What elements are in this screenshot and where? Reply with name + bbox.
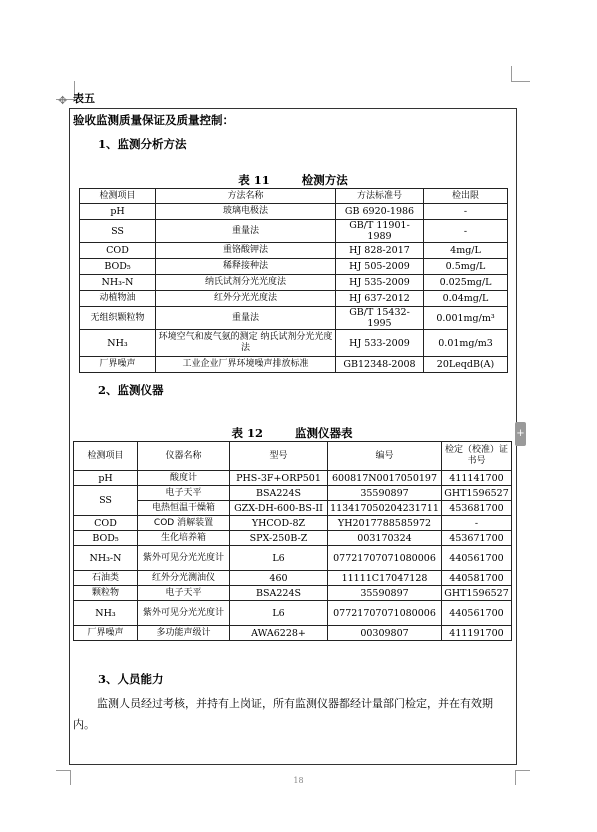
table11-cell: 厂界噪声 <box>80 357 156 373</box>
table11-cell: 重铬酸钾法 <box>156 243 336 259</box>
table11-cell: NH₃ <box>80 330 156 357</box>
table12-cell: 电子天平 <box>138 486 230 501</box>
table12-cell: 颗粒物 <box>74 586 138 601</box>
table11-header-row <box>80 189 508 204</box>
table12-cell: GHT1596527 <box>442 586 512 601</box>
table11-cell: 稀释接种法 <box>156 259 336 275</box>
table11-cell: HJ 535-2009 <box>336 275 424 291</box>
expand-handle-icon[interactable]: + <box>515 422 526 446</box>
table11-cell: 0.025mg/L <box>424 275 508 291</box>
table12-cell: 411191700 <box>442 626 512 641</box>
table11-cell: 20LeqdB(A) <box>424 357 508 373</box>
table11-cell: 0.5mg/L <box>424 259 508 275</box>
table12-row <box>74 471 512 486</box>
table12-header-cell: 编号 <box>328 442 442 471</box>
table11-row <box>80 275 508 291</box>
table11-row <box>80 220 508 243</box>
table11-cell: BOD₅ <box>80 259 156 275</box>
table12-cell: 石油类 <box>74 571 138 586</box>
table12-cell: GHT1596527 <box>442 486 512 501</box>
table11-cell: HJ 828-2017 <box>336 243 424 259</box>
table11-cell: pH <box>80 204 156 220</box>
table12-cell: 生化培养箱 <box>138 531 230 546</box>
table12-cell: 440561700 <box>442 546 512 571</box>
table12-cell: 电热恒温干燥箱 <box>138 501 230 516</box>
table12-cell: BSA224S <box>230 486 328 501</box>
table11-row <box>80 307 508 330</box>
table12-cell: 电子天平 <box>138 586 230 601</box>
table12-caption <box>73 425 511 441</box>
table11-cell: HJ 533-2009 <box>336 330 424 357</box>
table12-cell: L6 <box>230 546 328 571</box>
table11-row <box>80 243 508 259</box>
table12-cell: 酸度计 <box>138 471 230 486</box>
table11-cell: 0.001mg/m³ <box>424 307 508 330</box>
crop-mark-top-right <box>511 66 530 82</box>
table12-cell: SPX-250B-Z <box>230 531 328 546</box>
main-heading: 验收监测质量保证及质量控制： <box>73 113 234 127</box>
table11-cell: 重量法 <box>156 307 336 330</box>
table11-cell: - <box>424 204 508 220</box>
table12-cell: 红外分光测油仪 <box>138 571 230 586</box>
table12-cell: 113417050204231711 <box>328 501 442 516</box>
table12-header-cell: 仪器名称 <box>138 442 230 471</box>
table12-header-cell: 型号 <box>230 442 328 471</box>
table11-caption <box>79 172 507 188</box>
table11-caption-no: 表 11 <box>238 173 270 187</box>
table12-cell: NH₃-N <box>74 546 138 571</box>
table11-row <box>80 330 508 357</box>
table11-detection-methods <box>79 188 508 373</box>
table12-cell: 11111C17047128 <box>328 571 442 586</box>
table11-cell: SS <box>80 220 156 243</box>
table12-row <box>74 531 512 546</box>
table11-cell: GB/T 11901-1989 <box>336 220 424 243</box>
table11-cell: 工业企业厂界环境噪声排放标准 <box>156 357 336 373</box>
page-number: 18 <box>293 776 304 785</box>
table-number-label: 表五 <box>73 92 95 105</box>
table11-header-cell: 检出限 <box>424 189 508 204</box>
table12-header-cell: 检测项目 <box>74 442 138 471</box>
table11-cell: 红外分光光度法 <box>156 291 336 307</box>
table11-cell: GB12348-2008 <box>336 357 424 373</box>
table12-cell: AWA6228+ <box>230 626 328 641</box>
table12-cell: 35590897 <box>328 586 442 601</box>
table12-cell: 07721707071080006 <box>328 546 442 571</box>
table12-cell: GZX-DH-600-BS-II <box>230 501 328 516</box>
table11-cell: 0.04mg/L <box>424 291 508 307</box>
section-1-heading: 1、监测分析方法 <box>98 137 187 151</box>
table11-cell: NH₃-N <box>80 275 156 291</box>
table12-cell: PHS-3F+ORP501 <box>230 471 328 486</box>
table12-header-row <box>74 442 512 471</box>
personnel-paragraph: 监测人员经过考核，并持有上岗证，所有监测仪器都经计量部门检定，并在有效期内。 <box>73 697 493 731</box>
table11-cell: 无组织颗粒物 <box>80 307 156 330</box>
table12-monitoring-instruments <box>73 441 512 641</box>
table12-cell: COD 消解装置 <box>138 516 230 531</box>
table12-header-cell: 检定（校准）证书号 <box>442 442 512 471</box>
table12-cell: SS <box>74 486 138 516</box>
table12-row <box>74 601 512 626</box>
table12-cell: 453671700 <box>442 531 512 546</box>
table12-caption-title: 监测仪器表 <box>295 426 353 440</box>
table12-cell: - <box>442 516 512 531</box>
table12-row <box>74 571 512 586</box>
table12-cell: 453681700 <box>442 501 512 516</box>
section-3-heading: 3、人员能力 <box>98 672 164 686</box>
table12-cell: 440581700 <box>442 571 512 586</box>
table11-cell: COD <box>80 243 156 259</box>
table12-cell: 460 <box>230 571 328 586</box>
table11-cell: - <box>424 220 508 243</box>
table11-row <box>80 291 508 307</box>
table12-cell: BSA224S <box>230 586 328 601</box>
table11-caption-title: 检测方法 <box>301 173 348 187</box>
table-move-handle-icon[interactable]: ✥ <box>58 94 68 107</box>
table11-cell: GB/T 15432-1995 <box>336 307 424 330</box>
table11-cell: HJ 637-2012 <box>336 291 424 307</box>
table12-cell: 35590897 <box>328 486 442 501</box>
table11-cell: GB 6920-1986 <box>336 204 424 220</box>
table12-row <box>74 501 512 516</box>
table12-row <box>74 516 512 531</box>
table12-row <box>74 626 512 641</box>
table11-header-cell: 方法名称 <box>156 189 336 204</box>
table12-cell: L6 <box>230 601 328 626</box>
table12-cell: COD <box>74 516 138 531</box>
table11-cell: 玻璃电极法 <box>156 204 336 220</box>
table12-cell: 07721707071080006 <box>328 601 442 626</box>
table12-row <box>74 586 512 601</box>
section-2-heading: 2、监测仪器 <box>98 383 164 397</box>
table12-cell: 紫外可见分光光度计 <box>138 601 230 626</box>
table11-cell: 4mg/L <box>424 243 508 259</box>
table11-row <box>80 204 508 220</box>
table12-cell: 紫外可见分光光度计 <box>138 546 230 571</box>
table11-cell: 纳氏试剂分光光度法 <box>156 275 336 291</box>
table11-cell: 动植物油 <box>80 291 156 307</box>
table11-row <box>80 357 508 373</box>
table12-cell: YHCOD-8Z <box>230 516 328 531</box>
table11-cell: 环境空气和废气氨的测定 纳氏试剂分光光度法 <box>156 330 336 357</box>
table11-row <box>80 259 508 275</box>
table11-cell: 0.01mg/m3 <box>424 330 508 357</box>
table12-cell: 440561700 <box>442 601 512 626</box>
table12-cell: 多功能声级计 <box>138 626 230 641</box>
table12-cell: 00309807 <box>328 626 442 641</box>
table11-header-cell: 检测项目 <box>80 189 156 204</box>
table12-row <box>74 546 512 571</box>
table12-cell: YH2017788585972 <box>328 516 442 531</box>
table12-row <box>74 486 512 501</box>
table12-cell: BOD₅ <box>74 531 138 546</box>
table12-cell: 003170324 <box>328 531 442 546</box>
table12-cell: NH₃ <box>74 601 138 626</box>
table12-caption-no: 表 12 <box>231 426 263 440</box>
table11-cell: HJ 505-2009 <box>336 259 424 275</box>
table11-header-cell: 方法标准号 <box>336 189 424 204</box>
table12-cell: 411141700 <box>442 471 512 486</box>
table12-cell: pH <box>74 471 138 486</box>
table12-cell: 600817N0017050197 <box>328 471 442 486</box>
table11-cell: 重量法 <box>156 220 336 243</box>
table12-cell: 厂界噪声 <box>74 626 138 641</box>
